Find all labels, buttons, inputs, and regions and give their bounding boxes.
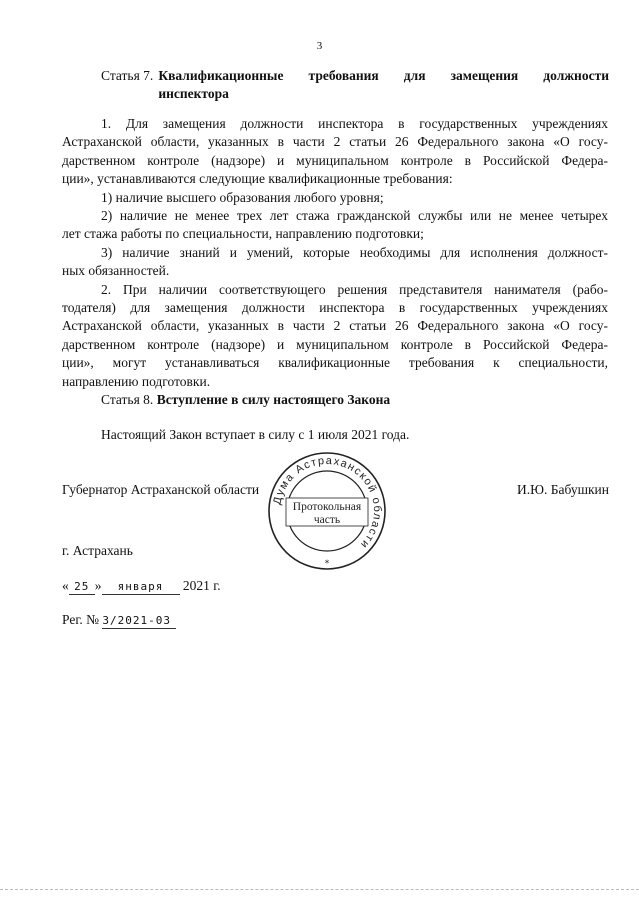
article-7-paragraph-1 <box>62 115 608 189</box>
governor-name: И.Ю. Бабушкин <box>516 482 609 497</box>
text-line: 2. При наличии соответствующего решения представителя нанимателя (рабо- <box>101 281 608 297</box>
text-line: ции», устанавливаются следующие квалификационные требования: <box>62 171 453 187</box>
text-line: дарственном контроле (надзоре) и муниципальном контроле в Российской Федера- <box>62 336 608 352</box>
page-bottom-divider <box>0 889 639 890</box>
stamp-center-line-1: Протокольная <box>292 501 362 513</box>
effective-date-text: Настоящий Закон вступает в силу с 1 июля 2021 года. <box>101 427 410 442</box>
requirement-3 <box>62 244 608 281</box>
city: г. Астрахань <box>62 543 133 558</box>
date-open-quote: « <box>62 578 69 593</box>
text-line: тодателя) для замещения должности инспектора в государственных учреждениях <box>62 300 608 316</box>
text-line: направлению подготовки. <box>62 373 211 389</box>
stamp-seal-icon <box>266 450 388 572</box>
article-7-title-line-1: Квалификационные требования для замещения должности <box>158 68 609 83</box>
article-7-heading <box>101 67 609 103</box>
date-month: января <box>102 580 180 595</box>
article-7-lead: Статья 7. <box>101 68 154 83</box>
date-close-quote: » <box>94 578 102 593</box>
article-7-title-line-2: инспектора <box>158 86 229 101</box>
article-8-title: Вступление в силу настоящего Закона <box>156 392 391 407</box>
registration-value: 3/2021-03 <box>102 614 176 629</box>
stamp-star: * <box>324 559 330 569</box>
text-line: 1) наличие высшего образования любого уровня; <box>101 189 384 205</box>
page-number: 3 <box>316 40 323 52</box>
requirement-1 <box>62 189 608 207</box>
text-line: 1. Для замещения должности инспектора в государственных учреждениях <box>101 116 608 131</box>
text-line: Астраханской области, указанных в части 2 статьи 26 Федерального закона «О госу- <box>62 134 608 150</box>
stamp-ring-text: Дума Астраханской области <box>271 454 384 552</box>
text-line: Астраханской области, указанных в части 2 статьи 26 Федерального закона «О госу- <box>62 318 608 334</box>
article-7-paragraph-2 <box>62 281 608 391</box>
article-7-body <box>62 115 608 391</box>
date-year: 2021 г. <box>182 578 221 593</box>
article-7-title <box>158 67 609 103</box>
article-8-heading <box>101 392 390 408</box>
text-line: лет стажа работы по специальности, направлению подготовки; <box>62 226 424 242</box>
official-stamp <box>266 450 388 572</box>
governor-position: Губернатор Астраханской области <box>62 482 260 497</box>
registration-label: Рег. № <box>62 612 99 627</box>
registration-number <box>62 612 176 629</box>
requirement-2 <box>62 207 608 244</box>
text-line: 3) наличие знаний и умений, которые необходимы для исполнения должност- <box>101 244 608 260</box>
date-day: 25 <box>69 580 95 595</box>
article-8-lead: Статья 8. <box>101 392 154 407</box>
stamp-center-line-2: часть <box>313 514 341 526</box>
text-line: 2) наличие не менее трех лет стажа гражданской службы или не менее четырех <box>101 208 608 224</box>
text-line: ных обязанностей. <box>62 263 170 279</box>
signing-date <box>62 578 221 595</box>
text-line: дарственном контроле (надзоре) и муниципальном контроле в Российской Федера- <box>62 152 608 168</box>
text-line: ции», могут устанавливаться квалификационные требования к специальности, <box>62 355 608 371</box>
